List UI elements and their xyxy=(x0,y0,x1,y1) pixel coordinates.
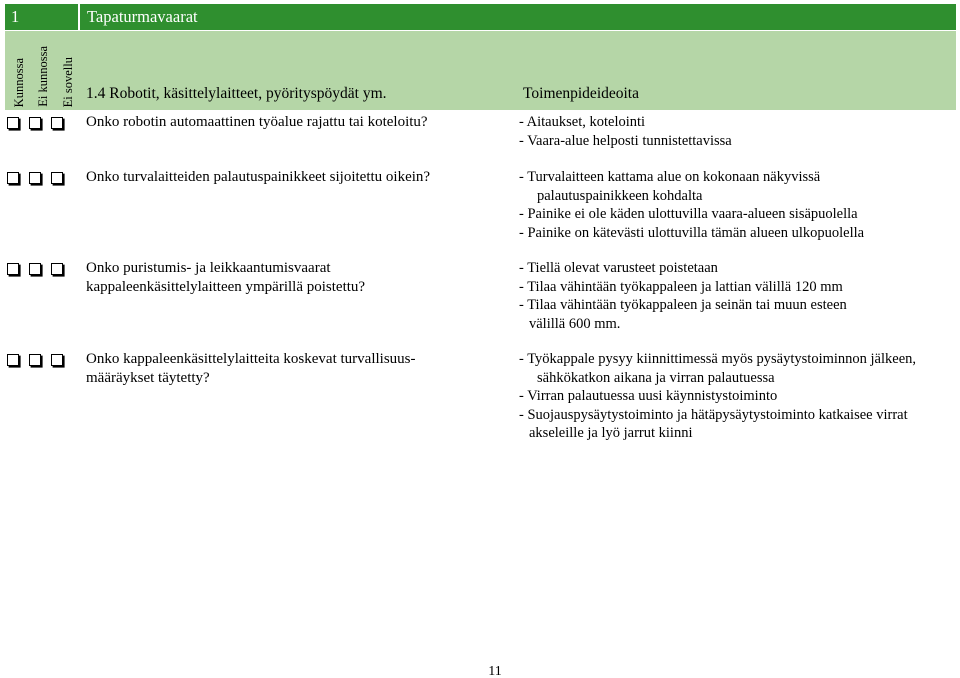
section-number-cell xyxy=(5,4,80,30)
column-header-ei-sovellu: Ei sovellu xyxy=(61,56,75,107)
question-text: Onko robotin automaattinen työalue rajattu tai koteloitu? xyxy=(86,114,428,130)
checkbox-group xyxy=(7,354,63,366)
idea-line: - Virran palautuessa uusi käynnistystoiminto xyxy=(519,388,778,404)
idea-line: välillä 600 mm. xyxy=(529,315,621,332)
idea-line: - Suojauspysäytystoiminto ja hätäpysäytystoiminto katkaisee virrat xyxy=(519,406,908,423)
idea-line: akseleille ja lyö jarrut kiinni xyxy=(529,425,693,441)
column-header-kunnossa: Kunnossa xyxy=(12,57,26,107)
checkbox-kunnossa[interactable] xyxy=(7,117,19,129)
idea-line: - Painike ei ole käden ulottuvilla vaara-alueen sisäpuolella xyxy=(519,206,858,222)
checkbox-ei-sovellu[interactable] xyxy=(51,117,63,129)
idea-line: - Turvalaitteen kattama alue on kokonaan näkyvissä xyxy=(519,169,821,185)
question-text: Onko puristumis- ja leikkaantumisvaarat kappaleenkäsittelylaitteen ympärillä poistettu? xyxy=(86,260,366,295)
ideas-list xyxy=(519,168,864,242)
idea-line: - Työkappale pysyy kiinnittimessä myös pysäytystoiminnon jälkeen, xyxy=(519,351,917,367)
checkbox-kunnossa[interactable] xyxy=(7,172,19,184)
ideas-list xyxy=(519,350,916,443)
subsection-heading: 1.4 Robotit, käsittelylaitteet, pyörityspöydät ym. xyxy=(86,85,387,102)
checkbox-ei-kunnossa[interactable] xyxy=(29,172,41,184)
question-text: Onko kappaleenkäsittelylaitteita koskevat turvallisuus- määräykset täytetty? xyxy=(86,351,416,386)
checkbox-ei-sovellu[interactable] xyxy=(51,263,63,275)
page-number: 11 xyxy=(488,664,502,678)
question-text: Onko turvalaitteiden palautuspainikkeet sijoitettu oikein? xyxy=(86,169,431,185)
checkbox-group xyxy=(7,117,63,129)
checkbox-ei-sovellu[interactable] xyxy=(51,354,63,366)
idea-line: - Vaara-alue helposti tunnistettavissa xyxy=(519,132,732,149)
section-title-cell xyxy=(80,4,956,30)
checkbox-group xyxy=(7,172,63,184)
checkbox-ei-kunnossa[interactable] xyxy=(29,263,41,275)
ideas-list xyxy=(519,259,847,333)
idea-line: - Tilaa vähintään työkappaleen ja seinän tai muun esteen xyxy=(519,297,847,313)
ideas-column-heading: Toimenpideideoita xyxy=(523,85,639,102)
checkbox-ei-kunnossa[interactable] xyxy=(29,354,41,366)
section-title: Tapaturmavaarat xyxy=(87,7,198,26)
idea-line: sähkökatkon aikana ja virran palautuessa xyxy=(537,369,775,386)
section-number: 1 xyxy=(11,7,20,26)
idea-line: - Tiellä olevat varusteet poistetaan xyxy=(519,260,718,276)
column-header-ei-kunnossa: Ei kunnossa xyxy=(36,46,50,107)
checkbox-ei-kunnossa[interactable] xyxy=(29,117,41,129)
section-title-bar xyxy=(5,4,956,30)
checkbox-group xyxy=(7,263,63,275)
idea-line: palautuspainikkeen kohdalta xyxy=(537,187,703,204)
checkbox-ei-sovellu[interactable] xyxy=(51,172,63,184)
idea-line: - Tilaa vähintään työkappaleen ja lattian välillä 120 mm xyxy=(519,278,843,295)
ideas-list xyxy=(519,113,732,150)
idea-line: - Aitaukset, kotelointi xyxy=(519,114,646,130)
idea-line: - Painike on kätevästi ulottuvilla tämän alueen ulkopuolella xyxy=(519,224,865,241)
checkbox-kunnossa[interactable] xyxy=(7,354,19,366)
checkbox-kunnossa[interactable] xyxy=(7,263,19,275)
